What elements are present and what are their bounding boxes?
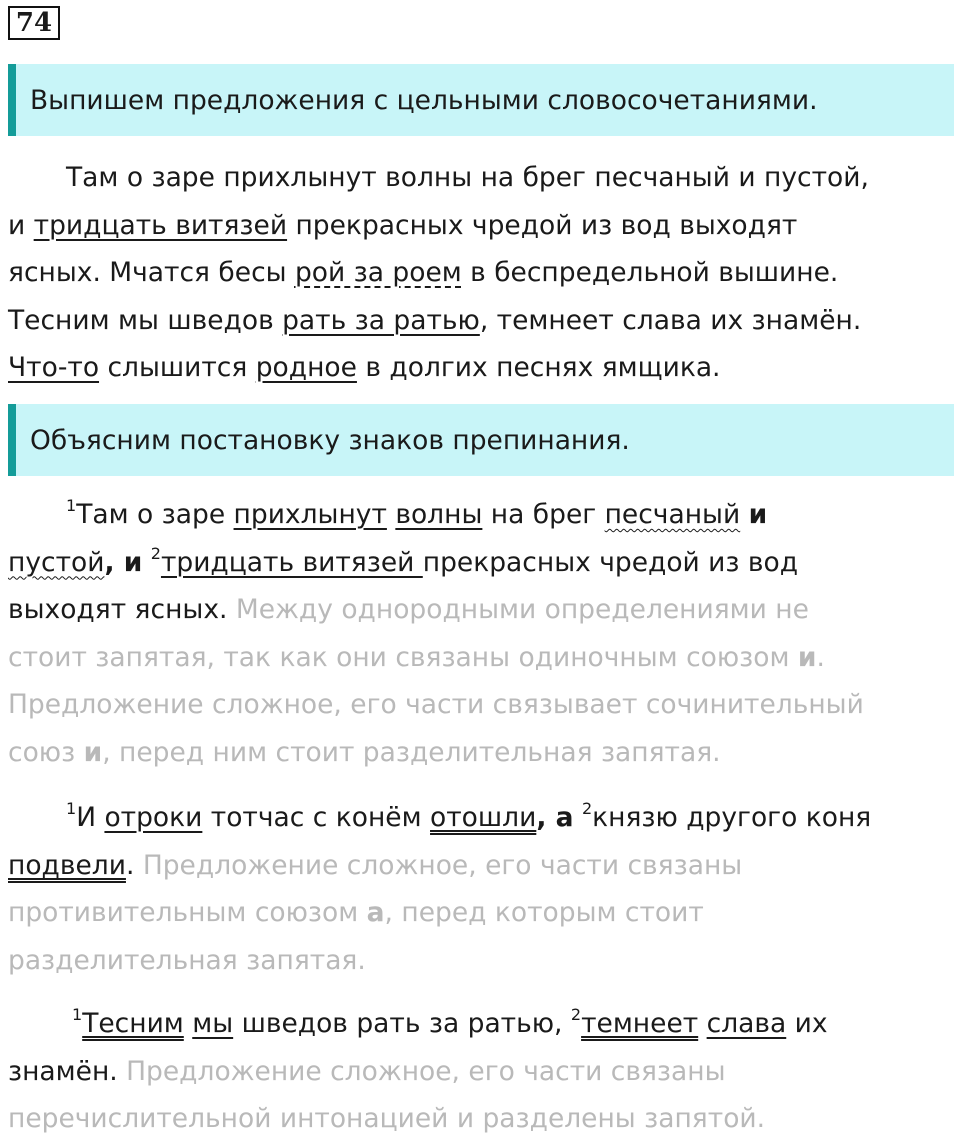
text: ясных. Мчатся бесы bbox=[8, 257, 295, 288]
underlined-phrase: Что-то bbox=[8, 352, 100, 383]
paragraph-analysis-2 bbox=[8, 794, 954, 984]
underlined-phrase: родное bbox=[255, 352, 357, 383]
underlined-phrase: рать за ратью bbox=[282, 304, 480, 336]
line bbox=[8, 491, 954, 539]
conjunction: а bbox=[555, 802, 574, 833]
line bbox=[8, 889, 954, 937]
text: князю другого коня bbox=[592, 802, 872, 833]
text: выходят ясных. bbox=[8, 594, 228, 625]
text bbox=[740, 499, 748, 530]
line bbox=[8, 249, 954, 297]
text: шведов рать за ратью, bbox=[233, 1008, 571, 1039]
text: Там о заре прихлынут волны на брег песчаный и пустой, bbox=[66, 162, 869, 193]
predicate: подвели bbox=[8, 849, 126, 881]
attribute: пустой bbox=[8, 546, 105, 578]
text: и bbox=[8, 209, 34, 241]
conjunction: и bbox=[123, 546, 143, 578]
explanation: . bbox=[816, 641, 825, 673]
line bbox=[8, 681, 954, 729]
attribute: песчаный bbox=[604, 499, 741, 530]
text bbox=[698, 1008, 706, 1039]
task-heading-2-text: Объясним постановку знаков препинания. bbox=[30, 424, 630, 456]
line bbox=[8, 344, 954, 392]
line bbox=[8, 842, 954, 890]
clause-number: 1 bbox=[66, 799, 77, 819]
explanation: , перед которым стоит bbox=[384, 897, 704, 928]
task-heading-1-text: Выпишем предложения с цельными словосочетаниями. bbox=[30, 84, 818, 116]
text: , bbox=[104, 546, 124, 578]
text: прекрасных чредой из вод выходят bbox=[287, 209, 798, 241]
paragraph-analysis-3 bbox=[8, 1000, 954, 1143]
text bbox=[184, 1008, 192, 1039]
conjunction: и bbox=[748, 499, 768, 530]
text: в беспредельной вышине. bbox=[461, 257, 839, 288]
line bbox=[8, 1048, 954, 1096]
explanation: Между однородными определениями не bbox=[227, 594, 809, 625]
subject: слава bbox=[706, 1008, 787, 1039]
text: тотчас с конём bbox=[202, 802, 431, 833]
text: , темнеет слава их знамён. bbox=[479, 304, 862, 336]
line bbox=[8, 794, 954, 842]
clause-number: 2 bbox=[570, 1005, 582, 1025]
task-heading-1 bbox=[8, 64, 954, 136]
text: прекрасных чредой из вод bbox=[422, 546, 799, 578]
line bbox=[8, 202, 954, 250]
explanation: противительным союзом bbox=[8, 897, 367, 928]
explanation-conjunction: а bbox=[366, 897, 385, 928]
text: Там о заре bbox=[76, 499, 234, 530]
explanation: перечислительной интонацией и разделены запятой. bbox=[8, 1103, 766, 1134]
explanation: , перед ним стоит разделительная запятая. bbox=[102, 736, 721, 768]
line bbox=[8, 729, 954, 777]
subject: тридцать витязей bbox=[160, 546, 423, 578]
subject: волны bbox=[395, 499, 483, 530]
text: в долгих песнях ямщика. bbox=[356, 352, 721, 383]
explanation-conjunction: и bbox=[83, 736, 103, 768]
explanation: союз bbox=[8, 736, 84, 768]
text: их bbox=[786, 1008, 828, 1039]
clause-number: 2 bbox=[150, 543, 161, 563]
subject: мы bbox=[192, 1008, 234, 1039]
explanation: Предложение сложное, его части связаны bbox=[117, 1055, 726, 1087]
clause-number: 1 bbox=[72, 1005, 83, 1025]
text: слышится bbox=[99, 352, 256, 383]
paragraph-analysis-1 bbox=[8, 491, 954, 776]
explanation: стоит запятая, так как они связаны одиночным союзом bbox=[8, 641, 798, 673]
predicate: Тесним bbox=[82, 1008, 184, 1039]
text: , bbox=[536, 802, 556, 833]
text bbox=[142, 547, 150, 578]
text: знамён. bbox=[8, 1055, 118, 1087]
text: И bbox=[76, 802, 105, 833]
text: на брег bbox=[482, 499, 605, 530]
exercise-number: 74 bbox=[8, 6, 60, 40]
explanation: Предложение сложное, его части связывает сочинительный bbox=[8, 689, 864, 720]
subject: отроки bbox=[104, 802, 203, 833]
line bbox=[8, 539, 954, 587]
text: . bbox=[125, 849, 135, 881]
text bbox=[574, 802, 582, 833]
line bbox=[8, 937, 954, 985]
explanation-conjunction: и bbox=[797, 641, 817, 673]
line bbox=[8, 297, 954, 345]
paragraph-excerpt bbox=[8, 154, 954, 392]
predicate: прихлынут bbox=[233, 499, 387, 530]
task-heading-2 bbox=[8, 404, 954, 476]
underlined-phrase: тридцать витязей bbox=[33, 209, 288, 241]
line bbox=[8, 1000, 954, 1048]
clause-number: 2 bbox=[581, 799, 593, 819]
predicate: отошли bbox=[430, 802, 537, 833]
line bbox=[8, 586, 954, 634]
text: Тесним мы шведов bbox=[8, 304, 283, 336]
predicate: темнеет bbox=[581, 1008, 699, 1039]
line bbox=[8, 154, 954, 202]
underlined-phrase: рой за роем bbox=[294, 257, 462, 288]
line bbox=[8, 1095, 954, 1143]
explanation: разделительная запятая. bbox=[8, 944, 366, 976]
line bbox=[8, 634, 954, 682]
explanation: Предложение сложное, его части связаны bbox=[134, 849, 743, 881]
clause-number: 1 bbox=[66, 496, 77, 516]
